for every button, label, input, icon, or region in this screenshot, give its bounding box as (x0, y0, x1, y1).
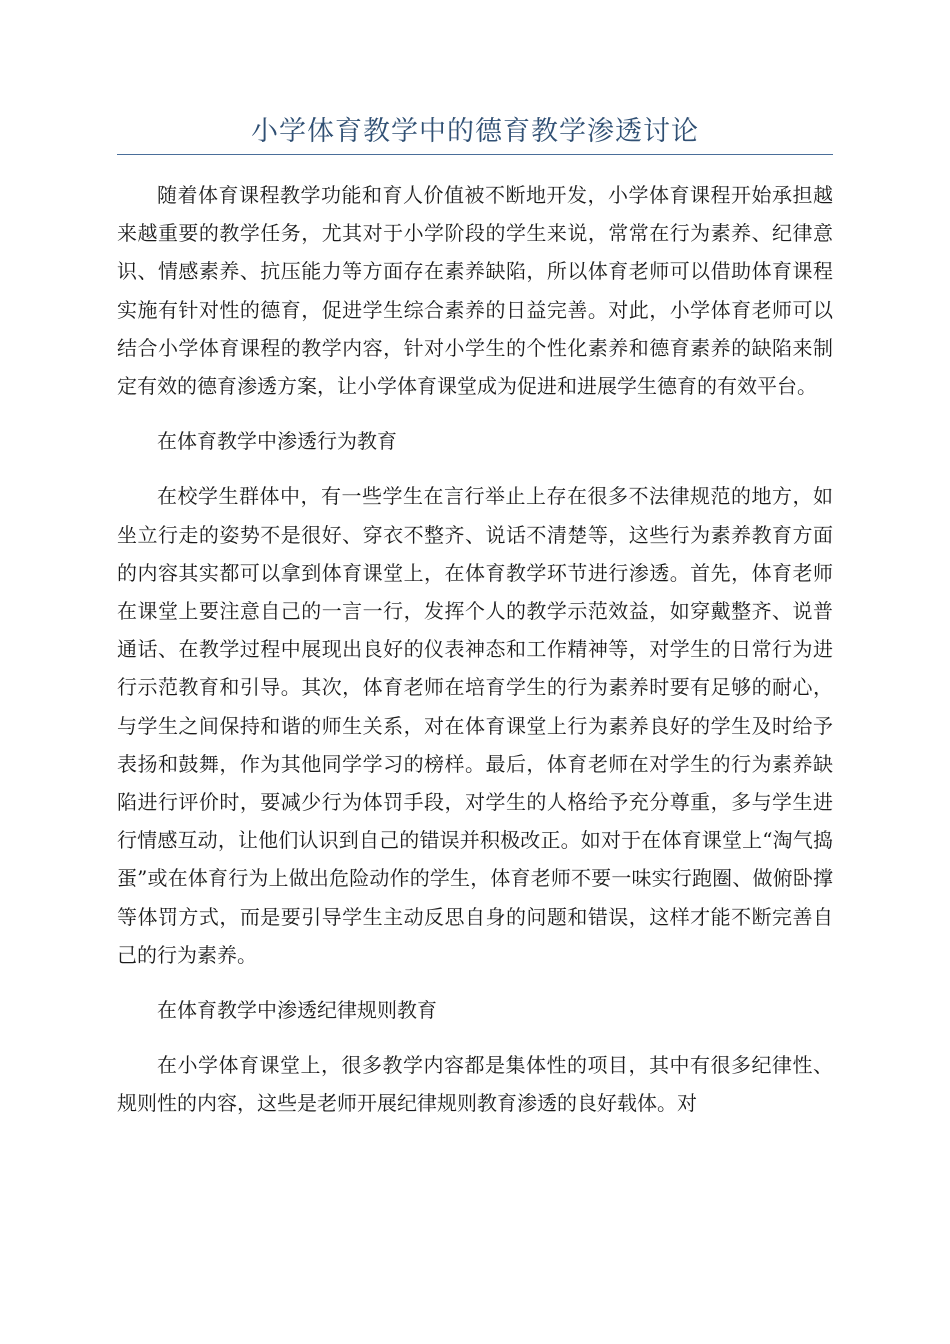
section-heading-discipline-education: 在体育教学中渗透纪律规则教育 (157, 998, 437, 1023)
section-heading-behavior-education: 在体育教学中渗透行为教育 (157, 429, 397, 454)
document-body (117, 176, 833, 1140)
behavior-education-paragraph: 在校学生群体中，有一些学生在言行举止上存在很多不法律规范的地方，如坐立行走的姿势不是很好、穿衣不整齐、说话不清楚等，这些行为素养教育方面的内容其实都可以拿到体育课堂上，在体育教学环节进行渗透。首先，体育老师在课堂上要注意自己的一言一行，发挥个人的教学示范效益，如穿戴整齐、说普通话、在教学过程中展现出良好的仪表神态和工作精神等，对学生的日常行为进行示范教育和引导。其次，体育老师在培育学生的行为素养时要有足够的耐心，与学生之间保持和谐的师生关系，对在体育课堂上行为素养良好的学生及时给予表扬和鼓舞，作为其他同学学习的榜样。最后，体育老师在对学生的行为素养缺陷进行评价时，要减少行为体罚手段，对学生的人格给予充分尊重，多与学生进行情感互动，让他们认识到自己的错误并积极改正。如对于在体育课堂上“淘气捣蛋”或在体育行为上做出危险动作的学生，体育老师不要一味实行跑圈、做俯卧撑等体罚方式，而是要引导学生主动反思自身的问题和错误，这样才能不断完善自己的行为素养。 (117, 484, 833, 967)
intro-paragraph: 随着体育课程教学功能和育人价值被不断地开发，小学体育课程开始承担越来越重要的教学任务，尤其对于小学阶段的学生来说，常常在行为素养、纪律意识、情感素养、抗压能力等方面存在素养缺陷，所以体育老师可以借助体育课程实施有针对性的德育，促进学生综合素养的日益完善。对此，小学体育老师可以结合小学体育课程的教学内容，针对小学生的个性化素养和德育素养的缺陷来制定有效的德育渗透方案，让小学体育课堂成为促进和进展学生德育的有效平台。 (117, 183, 833, 399)
discipline-education-paragraph: 在小学体育课堂上，很多教学内容都是集体性的项目，其中有很多纪律性、规则性的内容，这些是老师开展纪律规则教育渗透的良好载体。对 (117, 1053, 833, 1116)
document-title: 小学体育教学中的德育教学渗透讨论 (251, 116, 699, 147)
title-underline (117, 154, 833, 155)
